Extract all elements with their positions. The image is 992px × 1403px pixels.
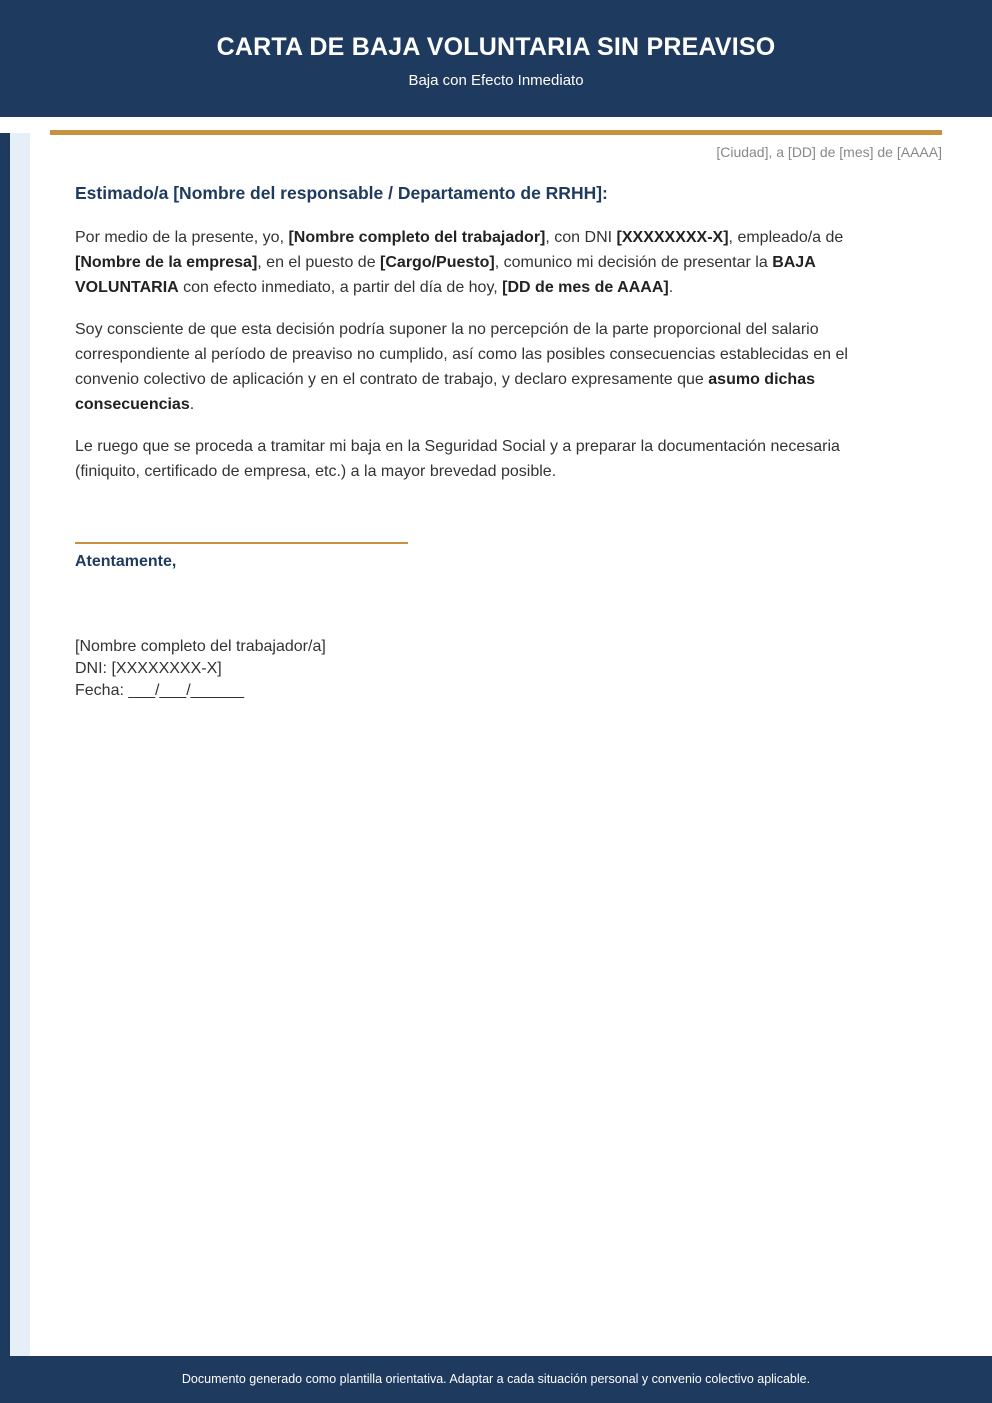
dni-placeholder: [XXXXXXXX-X] [616,229,729,246]
signature-dni: DNI: [XXXXXXXX-X] [75,660,222,677]
greeting: Estimado/a [Nombre del responsable / Departamento de RRHH]: [75,183,608,203]
signature-name: [Nombre completo del trabajador/a] [75,638,326,655]
text-run: . [668,279,674,296]
side-accent-bar-light [10,133,30,1356]
closing: Atentamente, [75,553,177,570]
text-run: . [189,396,195,413]
signature-line [75,542,408,544]
document-footer [0,1356,992,1403]
paragraph-consequences [75,317,905,417]
document-title: CARTA DE BAJA VOLUNTARIA SIN PREAVISO [216,33,776,61]
company-placeholder: [Nombre de la empresa] [75,254,258,271]
date-line: [Ciudad], a [DD] de [mes] de [AAAA] [716,144,942,160]
paragraph-resignation [75,225,905,300]
text-run: , en el puesto de [257,254,381,271]
header-divider [50,130,942,135]
text-run: Por medio de la presente, yo, [75,229,289,246]
baja-voluntaria-emphasis: BAJA VOLUNTARIA [75,254,816,296]
effective-date-placeholder: [DD de mes de AAAA] [502,279,669,296]
document-header [0,0,992,117]
footer-note: Documento generado como plantilla orientativa. Adaptar a cada situación personal y convenio colectivo aplicable. [181,1372,811,1386]
consequences-emphasis: asumo dichas consecuencias [75,371,815,413]
text-run: con efecto inmediato, a partir del día de hoy, [178,279,503,296]
text-run: , con DNI [545,229,617,246]
position-placeholder: [Cargo/Puesto] [380,254,495,271]
signature-date: Fecha: ___/___/______ [75,682,245,699]
signature-block [75,636,326,702]
text-run: , comunico mi decisión de presentar la [494,254,773,271]
document-subtitle: Baja con Efecto Inmediato [408,72,584,89]
worker-name-placeholder: [Nombre completo del trabajador] [288,229,546,246]
text-run: , empleado/a de [728,229,844,246]
paragraph-request: Le ruego que se proceda a tramitar mi baja en la Seguridad Social y a preparar la documentación necesaria (finiquito, certificado de empresa, etc.) a la mayor brevedad posible. [75,438,840,480]
side-accent-bar-dark [0,133,10,1358]
text-run: Soy consciente de que esta decisión podría suponer la no percepción de la parte proporcional del salario correspondiente al período de preaviso no cumplido, así como las posibles consecuencias establecidas en el convenio colectivo de aplicación y en el contrato de trabajo, y declaro expresamente que [75,321,848,388]
